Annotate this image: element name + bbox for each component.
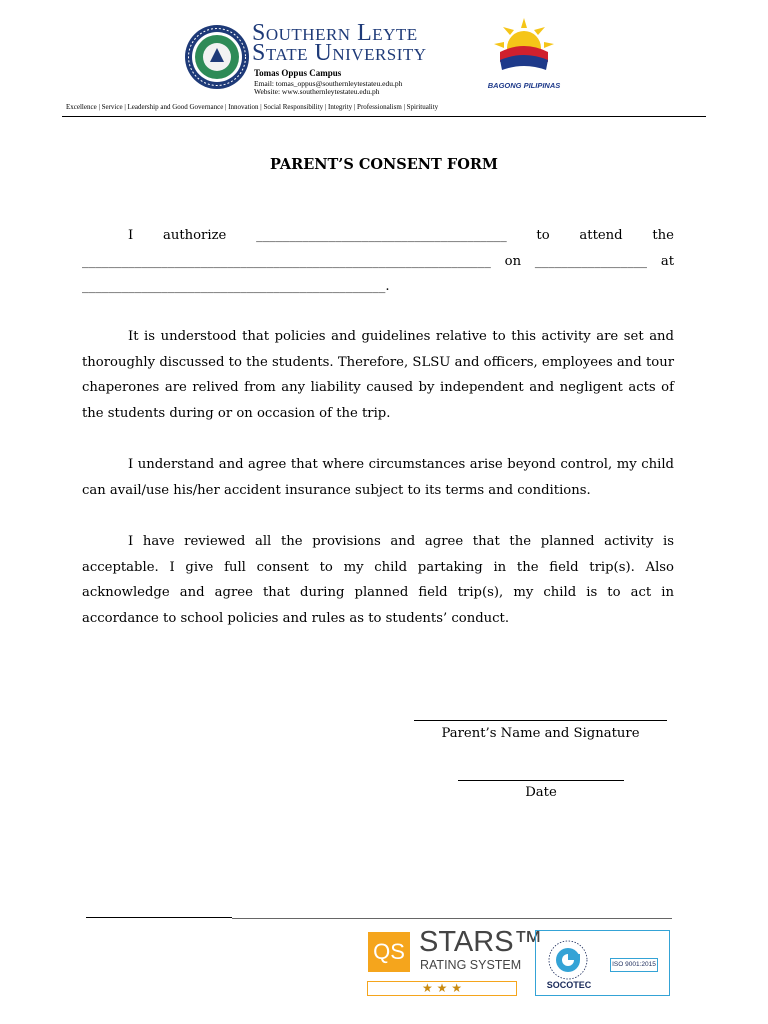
stars-title: STARS™ [419, 926, 543, 958]
word-the: the [652, 228, 674, 243]
authorization-paragraph [82, 223, 674, 300]
word-at: at [660, 253, 674, 269]
word-on: on [504, 253, 522, 269]
bagong-pilipinas-logo [484, 14, 564, 90]
socotec-logo-icon [542, 936, 594, 980]
core-values: Excellence | Service | Leadership and Good Governance | Innovation | Social Responsibility | Integrity | Professionalism | Spirituality [66, 103, 439, 111]
word-i: I [128, 228, 134, 243]
qs-logo-text: QS [373, 939, 405, 964]
campus-name: Tomas Oppus Campus [254, 68, 342, 78]
signature-line[interactable] [414, 720, 667, 721]
iso-badge: ISO 9001:2015 [610, 958, 658, 972]
authorization-line-1 [82, 223, 674, 249]
campus-email: Email: tomas_oppus@southernleytestateu.edu.ph [254, 79, 403, 88]
date-line[interactable] [458, 780, 624, 781]
header-divider [62, 116, 706, 117]
campus-website: Website: www.southernleytestateu.edu.ph [254, 87, 380, 96]
footer-divider [232, 918, 672, 919]
stars-subtitle: RATING SYSTEM [420, 958, 522, 972]
authorization-line-2 [82, 249, 674, 275]
word-to: to [536, 228, 550, 243]
word-attend: attend [579, 228, 623, 243]
policy-paragraph: It is understood that policies and guidelines relative to this activity are set and thoroughly discussed to the students. Therefore, SLSU and officers, employees and tour chaperones are relived from any liability caused by independent and negligent acts of the students during or on occasion of the trip. [82, 329, 674, 421]
signature-label: Parent’s Name and Signature [441, 726, 640, 741]
bagong-pilipinas-label: BAGONG PILIPINAS [487, 81, 561, 90]
slsu-seal-logo [184, 24, 250, 90]
insurance-paragraph: I understand and agree that where circumstances arise beyond control, my child can avail/use his/her accident insurance subject to its terms and conditions. [82, 457, 674, 498]
activity-blank[interactable]: ______________________________________________________________ [82, 253, 491, 269]
date-label: Date [525, 785, 557, 800]
word-authorize: authorize [162, 228, 227, 243]
form-title: PARENT’S CONSENT FORM [270, 156, 498, 173]
university-name-line2: State University [252, 40, 427, 66]
date-blank[interactable]: _________________ [534, 253, 647, 269]
socotec-label: SOCOTEC [546, 980, 592, 990]
venue-blank[interactable]: ______________________________________________. [82, 279, 390, 295]
footer-divider-left [86, 917, 232, 918]
student-name-blank[interactable]: ______________________________________ [256, 228, 507, 243]
consent-paragraph: I have reviewed all the provisions and agree that the planned activity is acceptable. I give full consent to my child partaking in the field trip(s). Also acknowledge and agree that during planned field trip(s), my child is to act in accordance to school policies and rules as to students’ conduct. [82, 534, 674, 626]
university-name-line1: Southern Leyte [252, 20, 418, 46]
stars-rating: ★ ★ ★ [367, 981, 517, 996]
